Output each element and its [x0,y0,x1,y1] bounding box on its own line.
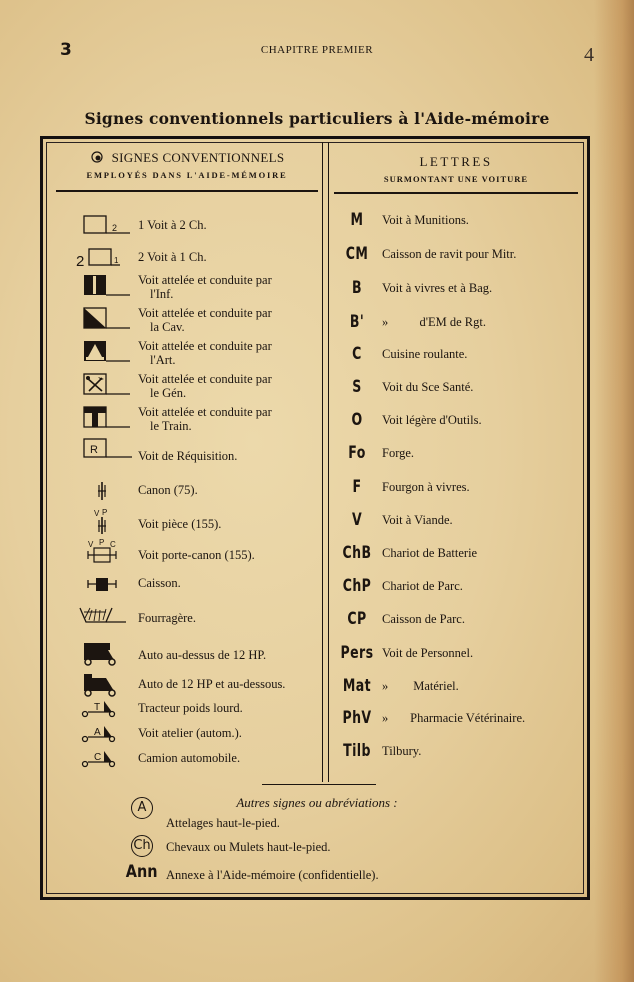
list-item [334,576,584,600]
list-item [334,741,584,765]
abbreviation: F [352,477,362,497]
header-rule-right [334,192,578,194]
description: Fourgon à vivres. [382,480,470,494]
list-item [334,377,584,401]
right-column-heading: LETTRES [419,154,493,169]
description: Caisson de Parc. [382,612,465,626]
auto-large-icon [72,640,132,670]
abbreviation: Tilb [343,741,371,761]
abbreviation: S [352,377,362,397]
abbreviation: ChB [342,543,372,563]
abbreviation: Pers [340,643,374,663]
description: Voit de Personnel. [382,646,474,660]
description: Tilbury. [382,744,422,758]
two-vehicles-one-horse-icon [72,246,132,276]
circled-a-icon: A [131,797,153,819]
list-item [334,312,584,336]
page-number-left: 3 [60,40,72,60]
annex-abbreviation: Ann [126,862,158,882]
description: Voit du Sce Santé. [382,380,474,394]
page-number-right: 4 [584,44,594,66]
svg-text:2: 2 [76,253,85,270]
abbreviation: O [351,410,363,430]
column-divider [322,142,323,782]
requisition-symbol-icon [72,438,132,468]
abbreviation: CM [345,244,369,264]
list-item [334,510,584,534]
list-item [334,543,584,567]
other-signs-title: Autres signes ou abréviations : [236,795,398,810]
right-column-header [334,154,578,184]
ornament-icon [90,151,104,163]
list-item [334,609,584,633]
svg-text:V: V [94,509,100,518]
abbreviation: Mat [342,676,372,696]
svg-text:T: T [94,702,101,713]
abbreviation: B' [349,312,365,332]
caisson-icon [72,574,132,604]
list-item [334,643,584,667]
svg-text:C: C [110,540,116,549]
list-item [334,676,584,700]
description: Forge. [382,446,415,460]
description: Voit à vivres et à Bag. [382,281,493,295]
running-header: CHAPITRE PREMIER [260,44,374,56]
svg-text:1: 1 [114,256,119,265]
forage-wagon-icon [72,604,132,634]
abbreviation: V [351,510,363,530]
circled-ch-icon: Ch [131,835,153,857]
left-column-heading: SIGNES CONVENTIONNELS [111,150,285,165]
abbreviation: CP [347,609,367,629]
page-edge-shadow [594,0,634,982]
page-title: Signes conventionnels particuliers à l'Aide-mémoire [84,109,550,128]
list-item [334,344,584,368]
abbreviation: Fo [348,443,366,463]
svg-text:A: A [94,727,101,738]
list-item [334,278,584,302]
vehicle-two-horses-icon [72,214,132,244]
engineer-symbol-icon [72,372,132,402]
gun-piece-icon [72,508,132,538]
list-item [334,410,584,434]
list-item [334,708,584,732]
description: Chariot de Batterie [382,546,478,560]
description: Cuisine roulante. [382,347,468,361]
abbreviation: PhV [342,708,372,728]
cavalry-symbol-icon [72,306,132,336]
infantry-symbol-icon [72,273,132,303]
abbreviation: C [352,344,362,364]
header-rule-left [56,190,318,192]
gun-carrier-icon [72,538,132,568]
list-item [334,477,584,501]
svg-text:V: V [88,540,94,549]
abbreviation: B [352,278,362,298]
description: » Matériel. [382,679,459,693]
svg-text:C: C [94,752,102,763]
description: Voit à Viande. [382,513,453,527]
right-column-subheading: SURMONTANT UNE VOITURE [383,174,529,184]
abbreviation: ChP [342,576,372,596]
cannon-icon [72,480,132,510]
description: » Pharmacie Vétérinaire. [382,711,526,725]
section-rule [262,784,376,785]
svg-text:R: R [90,444,98,456]
description: Voit légère d'Outils. [382,413,482,427]
list-item [334,210,584,234]
column-divider [328,142,329,782]
description: » d'EM de Rgt. [382,315,486,329]
left-column-header [56,150,318,180]
description: Caisson de ravit pour Mitr. [382,247,517,261]
description: Voit à Munitions. [382,213,469,227]
svg-text:P: P [99,538,105,547]
train-symbol-icon [72,405,132,435]
left-column-subheading: EMPLOYÉS DANS L'AIDE-MÉMOIRE [86,170,288,180]
list-item [334,244,584,268]
truck-icon [72,747,132,777]
list-item [334,443,584,467]
artillery-symbol-icon [72,339,132,369]
svg-text:P: P [102,508,108,517]
description: Chariot de Parc. [382,579,463,593]
abbreviation: M [350,210,364,230]
svg-text:2: 2 [112,223,118,233]
